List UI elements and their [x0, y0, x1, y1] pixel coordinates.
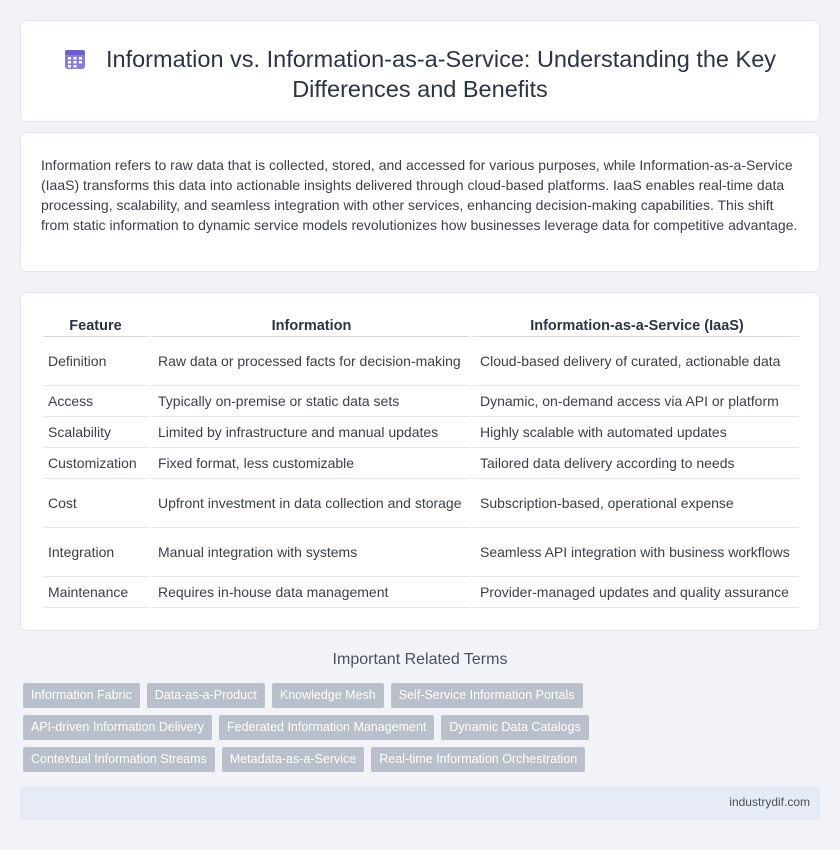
- feature-cell: Scalability: [43, 417, 148, 448]
- related-term-tag[interactable]: Knowledge Mesh: [272, 683, 384, 708]
- header-information: Information: [148, 315, 470, 337]
- iaas-cell: Highly scalable with automated updates: [470, 417, 799, 448]
- table-row: [43, 448, 799, 479]
- iaas-cell: Subscription-based, operational expense: [470, 479, 799, 528]
- information-cell: Fixed format, less customizable: [148, 448, 470, 479]
- feature-cell: Customization: [43, 448, 148, 479]
- table-row: [43, 479, 799, 528]
- related-term-tag[interactable]: Self-Service Information Portals: [391, 683, 583, 708]
- comparison-card: [20, 292, 820, 631]
- table-row: [43, 528, 799, 577]
- intro-card: [20, 132, 820, 272]
- related-terms-list: [23, 683, 763, 779]
- information-cell: Raw data or processed facts for decision-making: [148, 337, 470, 386]
- table-row: [43, 417, 799, 448]
- information-cell: Typically on-premise or static data sets: [148, 386, 470, 417]
- information-cell: Upfront investment in data collection and storage: [148, 479, 470, 528]
- intro-paragraph: Information refers to raw data that is collected, stored, and accessed for various purposes, while Information-as-a-Service (IaaS) transforms this data into actionable insights delivered through cloud-based platforms. IaaS enables real-time data processing, scalability, and seamless integration with other services, enhancing decision-making capabilities. This shift from static information to dynamic service models revolutionizes how businesses leverage data for competitive advantage.: [41, 157, 798, 233]
- table-row: [43, 337, 799, 386]
- iaas-cell: Provider-managed updates and quality assurance: [470, 577, 799, 608]
- related-term-tag[interactable]: Information Fabric: [23, 683, 140, 708]
- table-header-row: [43, 315, 799, 337]
- related-term-tag[interactable]: Contextual Information Streams: [23, 747, 215, 772]
- information-cell: Limited by infrastructure and manual updates: [148, 417, 470, 448]
- related-term-tag[interactable]: Dynamic Data Catalogs: [441, 715, 588, 740]
- related-term-tag[interactable]: Metadata-as-a-Service: [222, 747, 364, 772]
- related-term-tag[interactable]: Federated Information Management: [219, 715, 434, 740]
- page-title: Information vs. Information-as-a-Service: Understanding the Key Differences and Benefits: [105, 46, 777, 102]
- feature-cell: Access: [43, 386, 148, 417]
- related-term-tag[interactable]: API-driven Information Delivery: [23, 715, 212, 740]
- table-row: [43, 577, 799, 608]
- feature-cell: Definition: [43, 337, 148, 386]
- iaas-cell: Tailored data delivery according to needs: [470, 448, 799, 479]
- information-cell: Requires in-house data management: [148, 577, 470, 608]
- feature-cell: Maintenance: [43, 577, 148, 608]
- footer: [20, 786, 820, 820]
- information-cell: Manual integration with systems: [148, 528, 470, 577]
- feature-cell: Cost: [43, 479, 148, 528]
- iaas-cell: Seamless API integration with business workflows: [470, 528, 799, 577]
- footer-site-link[interactable]: industrydif.com: [729, 795, 810, 809]
- header-feature: Feature: [43, 315, 148, 337]
- comparison-table: [43, 315, 799, 608]
- related-terms-title: Important Related Terms: [332, 651, 508, 668]
- title-card: [20, 20, 820, 122]
- page-title-wrap: [21, 44, 819, 104]
- iaas-cell: Cloud-based delivery of curated, actionable data: [470, 337, 799, 386]
- feature-cell: Integration: [43, 528, 148, 577]
- iaas-cell: Dynamic, on-demand access via API or platform: [470, 386, 799, 417]
- table-row: [43, 386, 799, 417]
- related-term-tag[interactable]: Data-as-a-Product: [147, 683, 265, 708]
- header-iaas: Information-as-a-Service (IaaS): [470, 315, 799, 337]
- related-term-tag[interactable]: Real-time Information Orchestration: [371, 747, 585, 772]
- calendar-grid-icon: [64, 48, 86, 70]
